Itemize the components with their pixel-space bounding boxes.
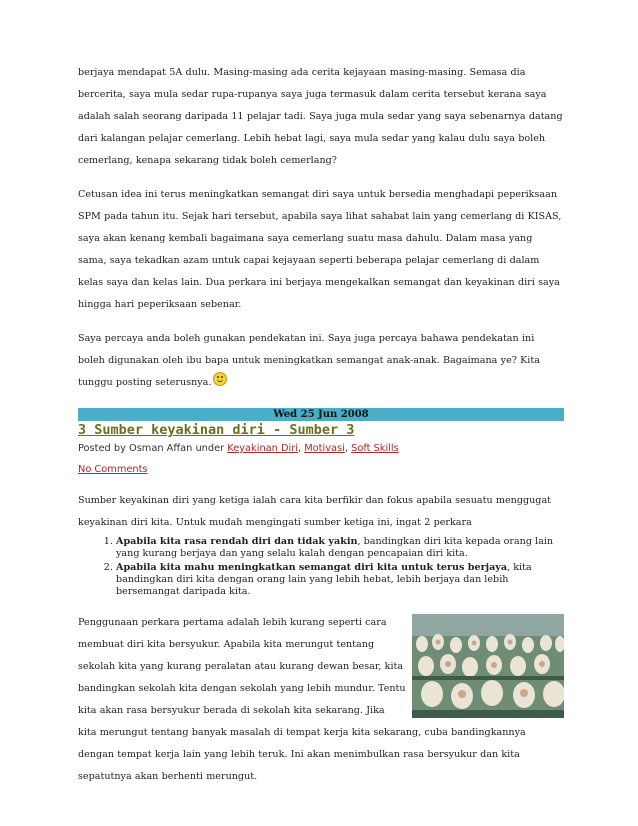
posted-by-text: Posted by Osman Affan under bbox=[78, 443, 225, 454]
list-item-rest: , kita bandingkan diri kita dengan orang lain yang lebih hebat, lebih berjaya dan lebih bersemangat daripada kita. bbox=[116, 562, 532, 597]
article-page bbox=[78, 62, 564, 788]
post-intro: Sumber keyakinan diri yang ketiga ialah cara kita berfikir dan fokus apabila sesuatu menggugat keyakinan diri kita. Untuk mudah mengingati sumber ketiga ini, ingat 2 perkara bbox=[78, 495, 552, 528]
intro-paragraph-1: berjaya mendapat 5A dulu. Masing-masing ada cerita kejayaan masing-masing. Semasa dia bercerita, saya mula sedar rupa-rupanya saya juga termasuk dalam cerita tersebut kerana saya adalah salah seorang daripada 11 pelajar tadi. Saya juga mula sedar yang saya sebenarnya datang dari kalangan pelajar cemerlang. Lebih hebat lagi, saya mula sedar yang kalau dulu saya boleh cemerlang, kenapa sekarang tidak boleh cemerlang? bbox=[78, 67, 563, 166]
list-item-rest: , bandingkan diri kita kepada orang lain yang kurang berjaya dan yang selalu kalah dengan pencapaian diri kita. bbox=[116, 536, 554, 559]
list-item-bold: Apabila kita rasa rendah diri dan tidak yakin bbox=[116, 536, 358, 547]
students-photo-image bbox=[412, 614, 564, 718]
category-link-soft-skills[interactable]: Soft Skills bbox=[351, 443, 399, 454]
category-link-motivasi[interactable]: Motivasi bbox=[304, 443, 345, 454]
students-photo bbox=[412, 614, 564, 718]
intro-paragraph-3 bbox=[78, 328, 564, 394]
smiley-icon bbox=[213, 372, 227, 386]
post-title-link[interactable]: 3 Sumber keyakinan diri - Sumber 3 bbox=[78, 422, 355, 438]
post-meta: Posted by Osman Affan under Keyakinan Diri, Motivasi, Soft Skills bbox=[78, 443, 399, 454]
points-list bbox=[78, 536, 564, 598]
list-item bbox=[116, 562, 564, 598]
post-date-bar: Wed 25 Jun 2008 bbox=[78, 408, 564, 421]
comments-link[interactable]: No Comments bbox=[78, 464, 148, 475]
closing-paragraph: Penggunaan perkara pertama adalah lebih kurang seperti cara membuat diri kita bersyukur. Apabila kita merungut tentang sekolah kita yang kurang peralatan atau kurang dewan besar, kita bandingkan sekolah kita dengan sekolah yang lebih mundur. Tentu kita akan rasa bersyukur berada di sekolah kita sekarang. Jika kita merungut tentang banyak masalah di tempat kerja kita sekarang, cuba bandingkannya dengan tempat kerja lain yang lebih teruk. Ini akan menimbulkan rasa bersyukur dan kita sepatutnya akan berhenti merungut. bbox=[78, 617, 526, 782]
list-item-bold: Apabila kita mahu meningkatkan semangat diri kita untuk terus berjaya bbox=[116, 562, 508, 573]
intro-paragraph-2: Cetusan idea ini terus meningkatkan semangat diri saya untuk bersedia menghadapi peperiksaan SPM pada tahun itu. Sejak hari tersebut, apabila saya lihat sahabat lain yang cemerlang di KISAS, saya akan kenang kembali bagaimana saya cemerlang suatu masa dahulu. Dalam masa yang sama, saya tekadkan azam untuk capai kejayaan seperti beberapa pelajar cemerlang di dalam kelas saya dan kelas lain. Dua perkara ini berjaya mengekalkan semangat dan keyakinan diri saya hingga hari peperiksaan sebenar. bbox=[78, 189, 562, 310]
category-link-keyakinan-diri[interactable]: Keyakinan Diri bbox=[227, 443, 298, 454]
list-item bbox=[116, 536, 564, 560]
intro-paragraph-3-text: Saya percaya anda boleh gunakan pendekatan ini. Saya juga percaya bahawa pendekatan ini boleh digunakan oleh ibu bapa untuk meningkatkan semangat anak-anak. Bagaimana ye? Kita tunggu posting seterusnya. bbox=[78, 333, 540, 388]
